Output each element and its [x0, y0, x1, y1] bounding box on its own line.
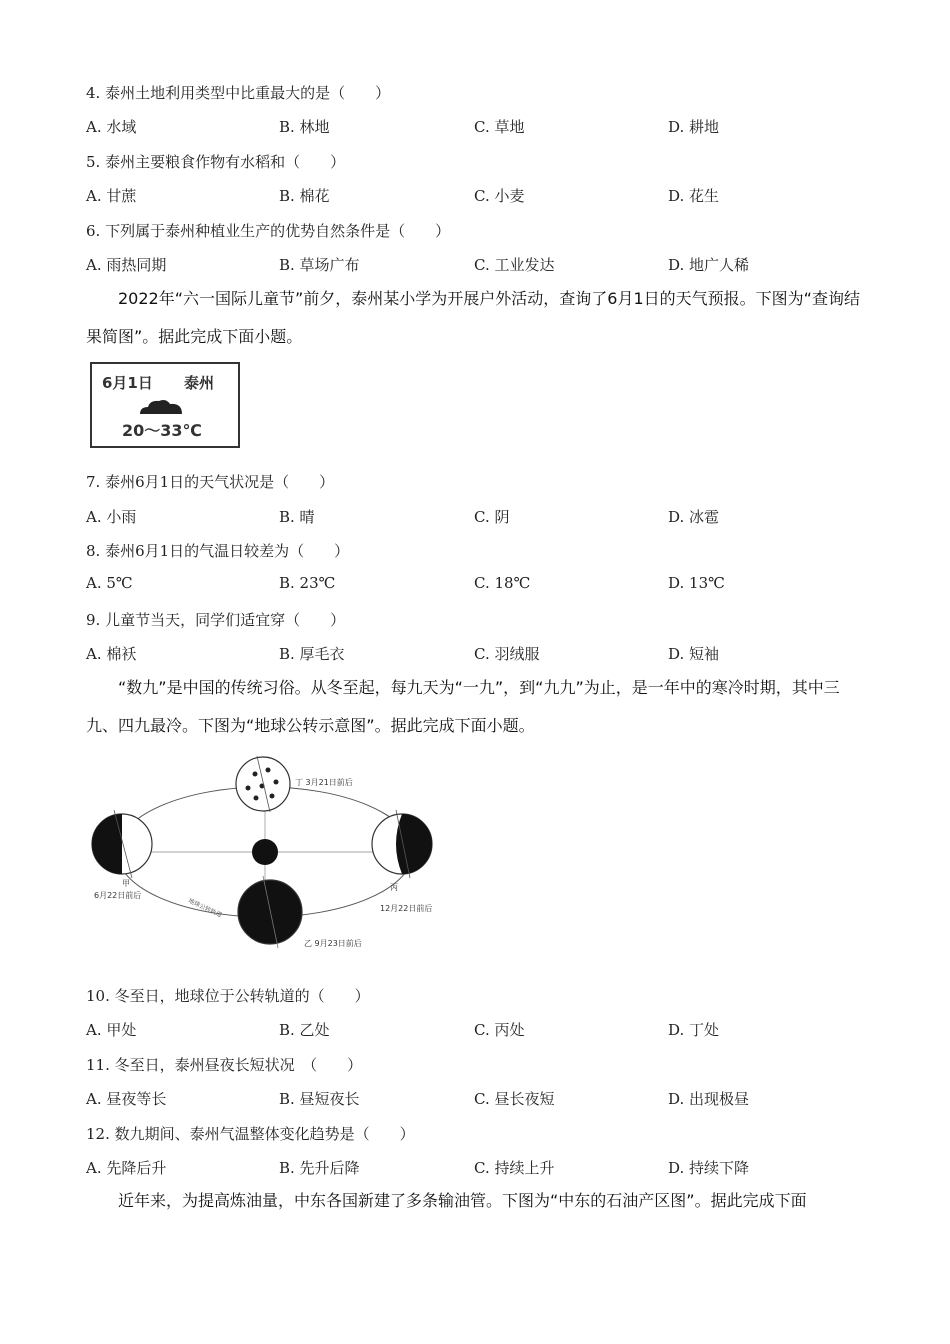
- question-4-options: [86, 116, 866, 138]
- option-c: C. 18℃: [474, 574, 531, 592]
- question-4-stem: 4. 泰州土地利用类型中比重最大的是（ ）: [86, 84, 391, 102]
- option-b: B. 晴: [279, 508, 315, 526]
- option-d: D. 冰雹: [668, 508, 720, 526]
- option-a: A. 甲处: [86, 1021, 137, 1039]
- label-jia-date: 6月22日前后: [94, 891, 142, 900]
- option-c: C. 草地: [474, 118, 525, 136]
- option-a: A. 昼夜等长: [86, 1090, 167, 1108]
- option-a: A. 水域: [86, 118, 137, 136]
- earth-bing: [372, 810, 432, 878]
- earth-jia: [92, 810, 152, 878]
- option-a: A. 小雨: [86, 508, 137, 526]
- weather-forecast-card: [90, 362, 240, 448]
- option-b: B. 草场广布: [279, 256, 360, 274]
- weather-city: 泰州: [184, 374, 215, 392]
- label-jia: 甲: [122, 879, 130, 888]
- question-5-options: [86, 185, 866, 207]
- question-7-options: [86, 506, 866, 528]
- option-c: C. 小麦: [474, 187, 525, 205]
- option-a: A. 甘蔗: [86, 187, 137, 205]
- option-d: D. 花生: [668, 187, 720, 205]
- option-a: A. 棉袄: [86, 645, 137, 663]
- question-6-options: [86, 254, 866, 276]
- option-c: C. 羽绒服: [474, 645, 540, 663]
- earth-ding: [236, 756, 290, 812]
- passage-children-day: 2022年“六一国际儿童节”前夕，泰州某小学为开展户外活动，查询了6月1日的天气预报。下图为“查询结果简图”。据此完成下面小题。: [86, 289, 860, 346]
- orbit-label: 地球公转轨道: [187, 897, 223, 920]
- label-ding: 丁 3月21日前后: [295, 778, 353, 787]
- cloudy-icon: [138, 398, 184, 416]
- question-5-stem: 5. 泰州主要粮食作物有水稻和（ ）: [86, 153, 346, 171]
- option-c: C. 持续上升: [474, 1159, 555, 1177]
- earth-revolution-diagram: [90, 752, 450, 952]
- question-10-options: [86, 1019, 866, 1041]
- option-a: A. 5℃: [86, 574, 133, 592]
- question-9-options: [86, 643, 866, 665]
- option-b: B. 昼短夜长: [279, 1090, 360, 1108]
- option-c: C. 工业发达: [474, 256, 555, 274]
- passage-middle-east-oil: 近年来，为提高炼油量，中东各国新建了多条输油管。下图为“中东的石油产区图”。据此完成下面: [118, 1191, 807, 1210]
- question-12-stem: 12. 数九期间、泰州气温整体变化趋势是（ ）: [86, 1125, 415, 1143]
- question-6-stem: 6. 下列属于泰州种植业生产的优势自然条件是（ ）: [86, 222, 451, 240]
- option-a: A. 先降后升: [86, 1159, 167, 1177]
- weather-temperature: 20～33℃: [122, 421, 202, 440]
- question-7-stem: 7. 泰州6月1日的天气状况是（ ）: [86, 473, 335, 491]
- option-d: D. 丁处: [668, 1021, 720, 1039]
- question-12-options: [86, 1157, 866, 1179]
- option-c: C. 阴: [474, 508, 510, 526]
- option-b: B. 厚毛衣: [279, 645, 345, 663]
- option-a: A. 雨热同期: [86, 256, 167, 274]
- option-d: D. 持续下降: [668, 1159, 750, 1177]
- option-b: B. 林地: [279, 118, 330, 136]
- option-b: B. 先升后降: [279, 1159, 360, 1177]
- passage-shujiu: “数九”是中国的传统习俗。从冬至起，每九天为“一九”，到“九九”为止，是一年中的寒冷时期，其中三九、四九最冷。下图为“地球公转示意图”。据此完成下面小题。: [86, 678, 840, 735]
- label-bing-date: 12月22日前后: [380, 904, 433, 913]
- option-b: B. 乙处: [279, 1021, 330, 1039]
- question-10-stem: 10. 冬至日，地球位于公转轨道的（ ）: [86, 987, 370, 1005]
- weather-date: 6月1日: [102, 374, 153, 392]
- option-c: C. 丙处: [474, 1021, 525, 1039]
- sun-icon: [252, 839, 278, 865]
- option-b: B. 23℃: [279, 574, 336, 592]
- label-bing: 丙: [390, 883, 398, 892]
- question-11-stem: 11. 冬至日，泰州昼夜长短状况 （ ）: [86, 1056, 363, 1074]
- option-d: D. 耕地: [668, 118, 720, 136]
- earth-yi: [238, 876, 302, 948]
- question-11-options: [86, 1088, 866, 1110]
- option-d: D. 13℃: [668, 574, 725, 592]
- question-8-options: [86, 574, 866, 596]
- label-yi: 乙 9月23日前后: [304, 939, 362, 948]
- option-d: D. 短袖: [668, 645, 720, 663]
- option-c: C. 昼长夜短: [474, 1090, 555, 1108]
- question-8-stem: 8. 泰州6月1日的气温日较差为（ ）: [86, 542, 350, 560]
- option-d: D. 地广人稀: [668, 256, 750, 274]
- question-9-stem: 9. 儿童节当天，同学们适宜穿（ ）: [86, 611, 346, 629]
- option-b: B. 棉花: [279, 187, 330, 205]
- option-d: D. 出现极昼: [668, 1090, 750, 1108]
